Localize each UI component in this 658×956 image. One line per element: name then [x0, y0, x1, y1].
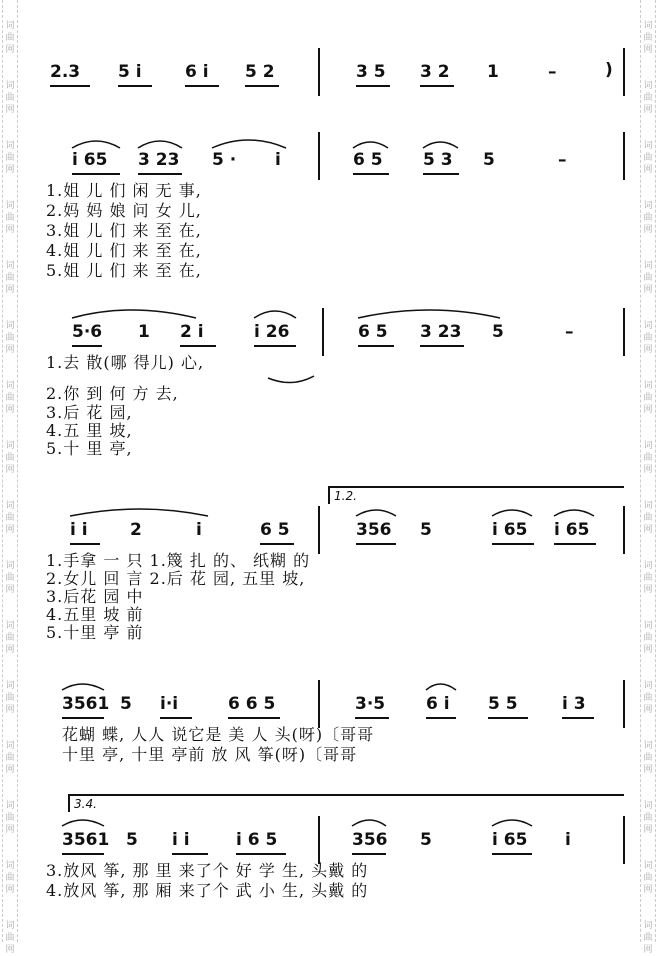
watermark-glyphs: 词 曲 网: [643, 861, 653, 895]
slur: [554, 510, 594, 516]
note-group: 1: [487, 62, 499, 82]
watermark-glyphs: 词 曲 网: [643, 381, 653, 415]
lyric-line: 3.放风 筝, 那 里 来了个 好 学 生, 头戴 的: [46, 861, 369, 880]
watermark-glyphs: 词 曲 网: [5, 681, 15, 715]
slur: [254, 311, 296, 318]
slur: [212, 140, 286, 148]
watermark-glyphs: 词 曲 网: [643, 141, 653, 175]
note-group: i: [196, 520, 202, 540]
note-group: 3 23: [420, 322, 462, 342]
note-group: i 65: [492, 830, 528, 850]
slur: [268, 376, 314, 383]
note-group: 5 ·: [212, 150, 237, 170]
volta-label: 3.4.: [74, 797, 97, 811]
lyric-line: 4.五里 坡 前: [46, 605, 144, 624]
lyric-line: 3.后花 园 中: [46, 587, 144, 606]
watermark-glyphs: 词 曲 网: [643, 81, 653, 115]
note-group: 2: [130, 520, 142, 540]
lyric-line: 4.五 里 坡,: [46, 421, 133, 440]
slur: [70, 509, 208, 516]
note-group: –: [548, 62, 557, 82]
note-group: i·i: [160, 694, 179, 714]
slur: [426, 684, 456, 690]
note-group: i i: [70, 520, 88, 540]
note-group: 5 2: [245, 62, 275, 82]
note-group: 3 23: [138, 150, 180, 170]
note-group: 356: [352, 830, 388, 850]
watermark-glyphs: 词 曲 网: [643, 201, 653, 235]
lyric-line: 花蝴 蝶, 人人 说它是 美 人 头(呀)〔哥哥: [62, 725, 375, 744]
note-group: 3 5: [356, 62, 386, 82]
note-group: 5: [420, 830, 432, 850]
note-group: 5: [126, 830, 138, 850]
watermark-glyphs: 词 曲 网: [643, 321, 653, 355]
note-group: 5: [483, 150, 495, 170]
lyric-line: 1.手拿 一 只 1.篾 扎 的、 纸糊 的: [46, 551, 311, 570]
note-group: i 65: [492, 520, 528, 540]
note-group: 5·6: [72, 322, 103, 342]
note-group: ): [605, 60, 613, 80]
note-group: 6 i: [426, 694, 450, 714]
watermark-glyphs: 词 曲 网: [5, 381, 15, 415]
slur: [72, 141, 120, 148]
note-group: 6 5: [260, 520, 290, 540]
lyric-line: 2.妈 妈 娘 问 女 儿,: [46, 201, 202, 220]
note-group: 5: [420, 520, 432, 540]
watermark-glyphs: 词 曲 网: [643, 261, 653, 295]
lyric-line: 2.你 到 何 方 去,: [46, 384, 179, 403]
watermark-glyphs: 词 曲 网: [643, 441, 653, 475]
watermark-glyphs: 词 曲 网: [643, 741, 653, 775]
note-group: 2 i: [180, 322, 204, 342]
watermark-glyphs: 词 曲 网: [643, 681, 653, 715]
watermark-glyphs: 词 曲 网: [5, 501, 15, 535]
slur: [352, 820, 386, 826]
watermark-glyphs: 词 曲 网: [5, 261, 15, 295]
note-group: 6 i: [185, 62, 209, 82]
note-group: i 26: [254, 322, 290, 342]
note-group: i: [275, 150, 281, 170]
note-group: 6 5: [353, 150, 383, 170]
volta-label: 1.2.: [334, 489, 357, 503]
watermark-glyphs: 词 曲 网: [5, 741, 15, 775]
lyric-line: 4.姐 儿 们 来 至 在,: [46, 241, 202, 260]
lyric-line: 十里 亭, 十里 亭前 放 风 筝(呀)〔哥哥: [62, 745, 358, 764]
note-group: 3·5: [355, 694, 386, 714]
lyric-line: 5.姐 儿 们 来 至 在,: [46, 261, 202, 280]
lyric-line: 3.后 花 园,: [46, 403, 133, 422]
note-group: 3 2: [420, 62, 450, 82]
watermark-glyphs: 词 曲 网: [5, 201, 15, 235]
note-group: 2.3: [50, 62, 81, 82]
slur: [72, 310, 196, 318]
watermark-glyphs: 词 曲 网: [5, 21, 15, 55]
lyric-line: 5.十里 亭 前: [46, 623, 144, 642]
watermark-glyphs: 词 曲 网: [5, 441, 15, 475]
watermark-glyphs: 词 曲 网: [643, 621, 653, 655]
note-group: 1: [138, 322, 150, 342]
slur: [138, 141, 182, 148]
watermark-glyphs: 词 曲 网: [5, 561, 15, 595]
slur: [356, 510, 396, 516]
lyric-line: 1.去 散(哪 得儿) 心,: [46, 353, 205, 372]
lyric-line: 3.姐 儿 们 来 至 在,: [46, 221, 202, 240]
slur: [353, 142, 388, 148]
lyric-line: 2.女儿 回 言 2.后 花 园, 五里 坡,: [46, 569, 306, 588]
note-group: 6 5: [358, 322, 388, 342]
watermark-glyphs: 词 曲 网: [5, 81, 15, 115]
watermark-glyphs: 词 曲 网: [5, 861, 15, 895]
slur: [492, 510, 532, 516]
watermark-glyphs: 词 曲 网: [5, 141, 15, 175]
slur: [423, 142, 458, 148]
note-group: 5 i: [118, 62, 142, 82]
lyric-line: 1.姐 儿 们 闲 无 事,: [46, 181, 202, 200]
note-group: 356: [356, 520, 392, 540]
note-group: 3561: [62, 694, 110, 714]
note-group: –: [558, 150, 567, 170]
watermark-glyphs: 词 曲 网: [5, 621, 15, 655]
watermark-glyphs: 词 曲 网: [643, 921, 653, 955]
note-group: 5: [120, 694, 132, 714]
watermark-glyphs: 词 曲 网: [643, 561, 653, 595]
lyric-line: 5.十 里 亭,: [46, 439, 133, 458]
watermark-glyphs: 词 曲 网: [5, 801, 15, 835]
slur: [358, 310, 500, 318]
note-group: 3561: [62, 830, 110, 850]
note-group: –: [565, 322, 574, 342]
watermark-glyphs: 词 曲 网: [5, 321, 15, 355]
lyric-line: 4.放风 筝, 那 厢 来了个 武 小 生, 头戴 的: [46, 881, 369, 900]
note-group: i 6 5: [236, 830, 278, 850]
slur: [62, 684, 104, 690]
watermark-glyphs: 词 曲 网: [643, 801, 653, 835]
note-group: i 65: [554, 520, 590, 540]
note-group: 5 5: [488, 694, 518, 714]
watermark-glyphs: 词 曲 网: [643, 501, 653, 535]
note-group: i 3: [562, 694, 586, 714]
note-group: 5 3: [423, 150, 453, 170]
note-group: i i: [172, 830, 190, 850]
note-group: 6 6 5: [228, 694, 276, 714]
slur: [62, 820, 104, 826]
note-group: i 65: [72, 150, 108, 170]
watermark-glyphs: 词 曲 网: [643, 21, 653, 55]
slur: [492, 820, 532, 826]
note-group: 5: [492, 322, 504, 342]
watermark-glyphs: 词 曲 网: [5, 921, 15, 955]
note-group: i: [565, 830, 571, 850]
